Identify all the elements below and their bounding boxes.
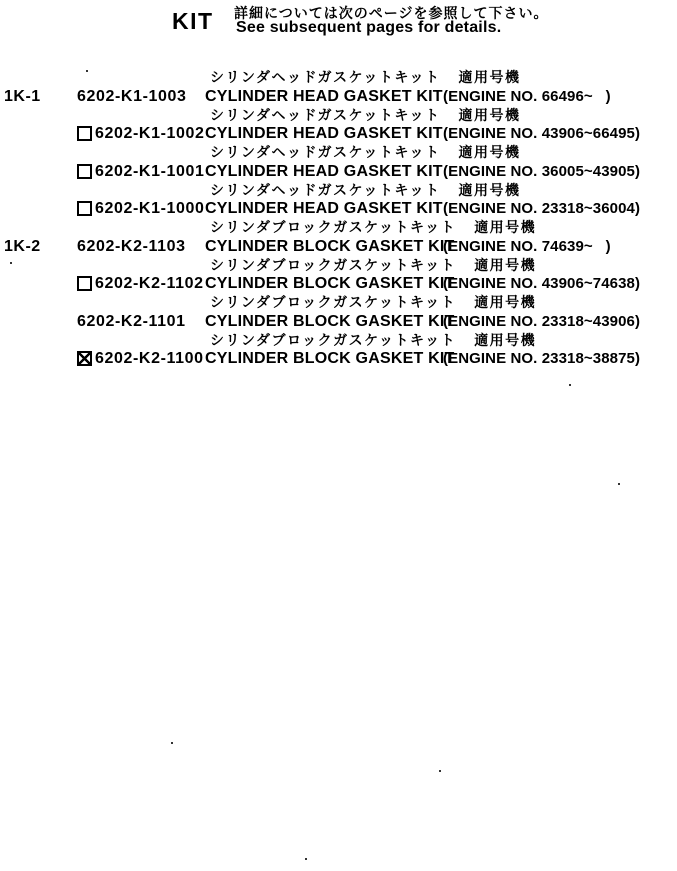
engine-range: (ENGINE NO. 74639~ ) [443,237,611,255]
kit-row [0,218,677,256]
applicability-ja-text: 適用号機 [458,106,521,123]
kit-list [0,68,677,368]
engine-range: (ENGINE NO. 23318~38875) [443,350,641,367]
description-ja [210,256,536,275]
kit-row [0,331,677,369]
applicability-ja-text: 適用号機 [474,331,537,348]
part-number-text: 6202-K2-1100 [95,350,204,367]
part-number-text: 6202-K2-1103 [77,237,186,255]
part-number [77,162,205,181]
description-ja-text: シリンダヘッドガスケットキット [210,144,441,160]
applicability-ja-text: 適用号機 [474,294,537,310]
scan-artifact [10,262,12,264]
description-en: CYLINDER HEAD GASKET KIT [205,87,443,105]
part-number [77,312,186,331]
part-number-text: 6202-K1-1000 [95,200,205,217]
engine-range: (ENGINE NO. 23318~43906) [443,312,641,330]
description-en: CYLINDER BLOCK GASKET KIT [205,237,455,255]
part-number-text: 6202-K1-1001 [95,162,205,180]
description-ja-text: シリンダブロックガスケットキット [210,256,457,273]
description-ja [210,218,536,237]
checkbox-empty-icon [77,126,92,141]
applicability-ja-text: 適用号機 [458,69,521,85]
ref-label: 1K-2 [4,237,41,255]
description-ja [210,143,521,162]
scan-artifact [171,742,173,744]
engine-range: (ENGINE NO. 66496~ ) [443,87,611,105]
kit-row [0,293,677,331]
engine-range: (ENGINE NO. 43906~74638) [443,275,641,292]
description-ja [210,68,521,87]
applicability-ja-text: 適用号機 [458,181,521,198]
kit-row [0,68,677,106]
description-ja-text: シリンダヘッドガスケットキット [210,69,441,85]
checkbox-empty-icon [77,164,92,179]
part-number [77,87,187,106]
description-ja-text: シリンダブロックガスケットキット [210,294,457,310]
part-number-text: 6202-K1-1003 [77,87,187,105]
part-number [77,199,205,218]
description-ja-text: シリンダブロックガスケットキット [210,331,457,348]
description-en: CYLINDER HEAD GASKET KIT [205,200,443,217]
checkbox-empty-icon [77,276,92,291]
description-ja [210,181,521,200]
engine-range: (ENGINE NO. 23318~36004) [443,200,641,217]
part-number [77,349,204,368]
part-number [77,237,186,256]
scan-artifact [305,858,307,860]
note-english: See subsequent pages for details. [236,19,502,36]
scan-artifact [439,770,441,772]
kit-row [0,181,677,219]
applicability-ja-text: 適用号機 [474,256,537,273]
applicability-ja-text: 適用号機 [458,144,521,160]
kit-row [0,106,677,144]
part-number [77,124,205,143]
engine-range: (ENGINE NO. 36005~43905) [443,162,641,180]
description-en: CYLINDER HEAD GASKET KIT [205,125,443,142]
page-title: KIT [172,8,214,34]
description-en: CYLINDER HEAD GASKET KIT [205,162,443,180]
description-ja [210,293,536,312]
scan-artifact [618,483,620,485]
description-en: CYLINDER BLOCK GASKET KIT [205,350,455,367]
checkbox-checked-icon [77,351,92,366]
description-en: CYLINDER BLOCK GASKET KIT [205,312,455,330]
description-ja-text: シリンダヘッドガスケットキット [210,106,441,123]
checkbox-empty-icon [77,201,92,216]
engine-range: (ENGINE NO. 43906~66495) [443,125,641,142]
applicability-ja-text: 適用号機 [474,219,537,235]
ref-label: 1K-1 [4,87,41,105]
part-number-text: 6202-K2-1101 [77,312,186,330]
description-ja [210,106,521,125]
part-number [77,274,204,293]
scan-artifact [569,384,571,386]
part-number-text: 6202-K1-1002 [95,125,205,142]
description-ja-text: シリンダヘッドガスケットキット [210,181,441,198]
description-ja [210,331,536,350]
part-number-text: 6202-K2-1102 [95,275,204,292]
note-japanese: 詳細については次のページを参照して下さい。 [234,5,549,21]
scan-artifact [86,70,88,72]
kit-row [0,256,677,294]
description-en: CYLINDER BLOCK GASKET KIT [205,275,455,292]
kit-row [0,143,677,181]
description-ja-text: シリンダブロックガスケットキット [210,219,457,235]
